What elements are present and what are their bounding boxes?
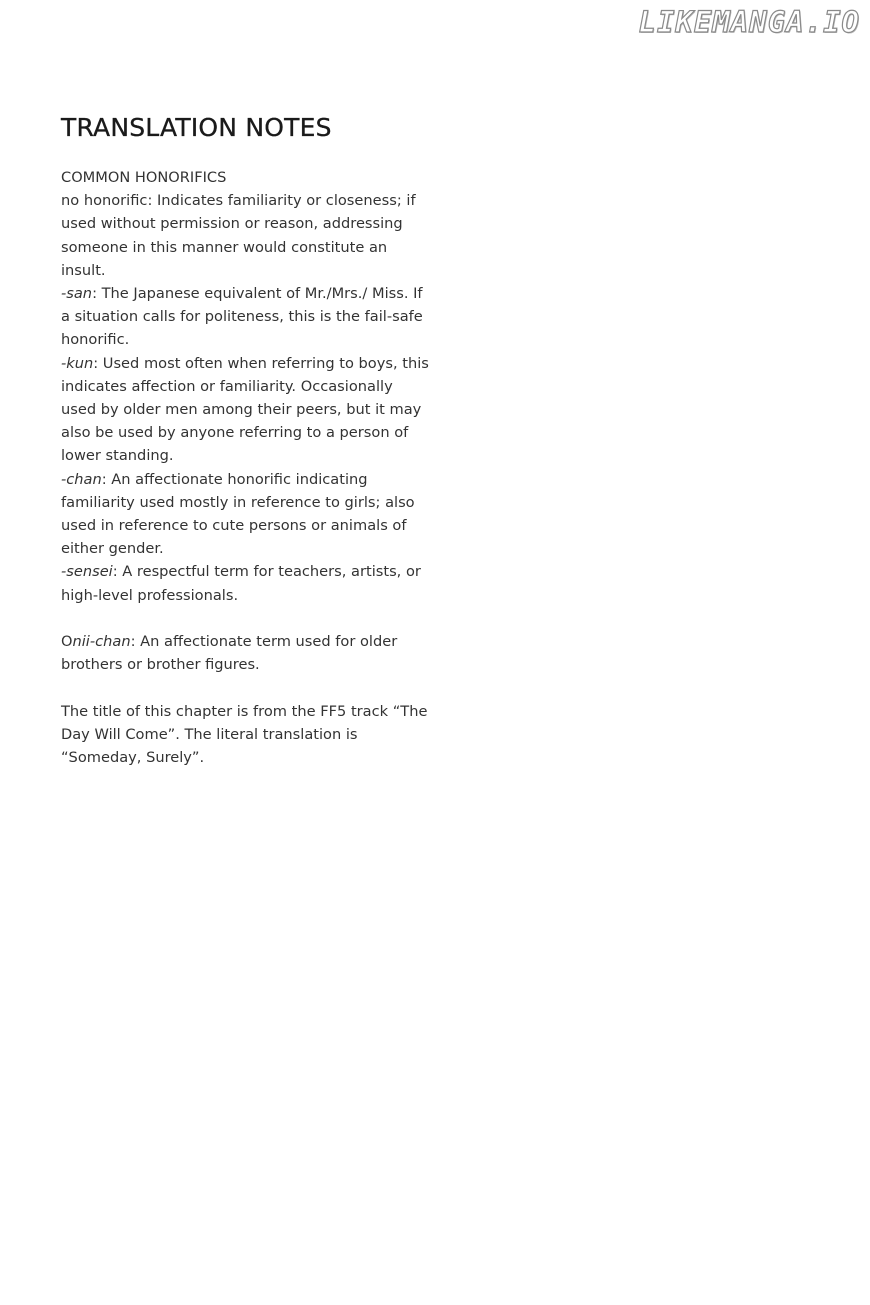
note-chan [61, 468, 431, 561]
note-sensei [61, 560, 431, 606]
definition-onii-chan: : An affectionate term used for older brothers or brother figures. [61, 633, 398, 674]
term-onii-chan-lead: O [61, 633, 73, 651]
term-sensei: -sensei [61, 563, 113, 581]
notes-body [61, 166, 431, 769]
section-heading: COMMON HONORIFICS [61, 169, 227, 186]
translation-notes [61, 108, 431, 769]
note-no-honorific: no honorific: Indicates familiarity or closeness; if used without permission or reason, addressing someone in this manner would constitute an insult. [61, 192, 416, 279]
note-san [61, 282, 431, 352]
definition-kun: : Used most often when referring to boys, this indicates affection or familiarity. Occasionally used by older men among their peers, but it may also be used by anyone referring to a person of lower standing. [61, 354, 429, 465]
watermark-logo: LIKEMANGA.IO [638, 5, 860, 39]
definition-chan: : An affectionate honorific indicating familiarity used mostly in reference to girls; also used in reference to cute persons or animals of either gender. [61, 470, 415, 558]
definition-san: : The Japanese equivalent of Mr./Mrs./ Miss. If a situation calls for politeness, this is the fail-safe honorific. [61, 285, 423, 349]
paragraph-gap [61, 607, 431, 630]
term-chan: -chan [61, 470, 102, 488]
note-onii-chan [61, 630, 431, 676]
paragraph-gap [61, 676, 431, 699]
definition-sensei: : A respectful term for teachers, artists, or high-level professionals. [61, 563, 421, 604]
page-title: TRANSLATION NOTES [61, 113, 332, 142]
term-kun: -kun [61, 354, 94, 372]
term-onii-chan: nii-chan [72, 633, 131, 651]
term-san: -san [61, 285, 93, 303]
note-kun [61, 352, 431, 468]
note-chapter-title: The title of this chapter is from the FF5 track “The Day Will Come”. The literal translation is “Someday, Surely”. [61, 702, 428, 767]
